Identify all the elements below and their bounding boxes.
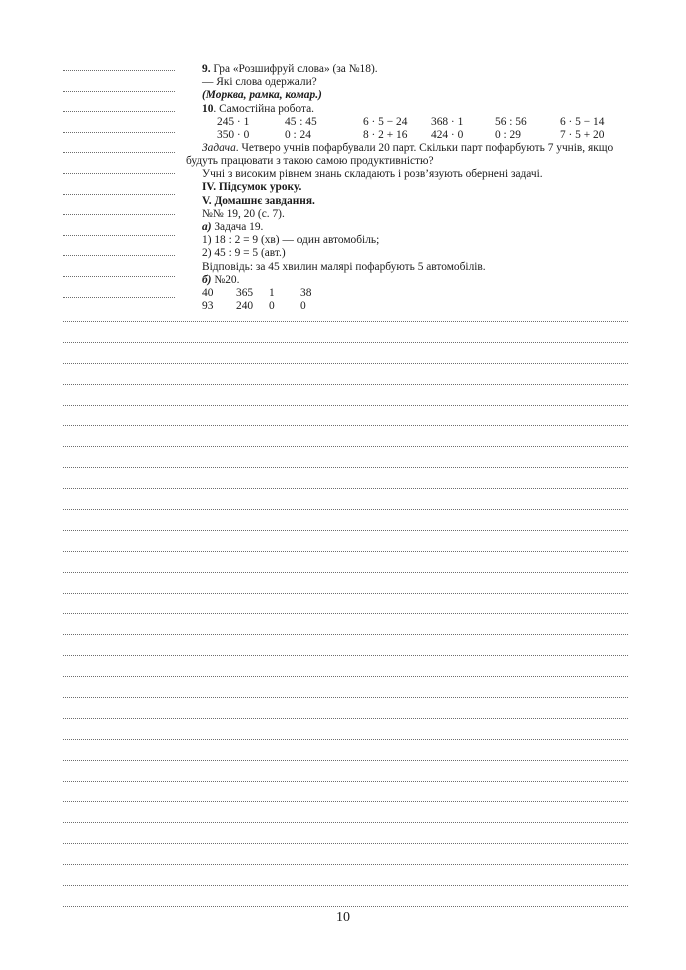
expression: 350 · 0 [217, 128, 250, 141]
expression: 8 · 2 + 16 [363, 128, 408, 141]
note-line [63, 718, 628, 719]
item-text: . Самостійна робота. [213, 102, 314, 115]
expression: 245 · 1 [217, 115, 250, 128]
margin-line [63, 194, 175, 195]
margin-line [63, 70, 175, 71]
item-number: 10 [202, 102, 214, 115]
item-10 [202, 103, 632, 116]
section-homework-heading: V. Домашнє завдання. [202, 194, 315, 207]
note-line [63, 781, 628, 782]
task-label: Задача [202, 141, 236, 154]
margin-line [63, 276, 175, 277]
item-9 [202, 63, 632, 76]
note-line [63, 634, 628, 635]
subitem-label: а) [202, 221, 212, 234]
note-line [63, 342, 628, 343]
expression: 0 : 24 [285, 128, 311, 141]
note-line [63, 384, 628, 385]
solution-answer: Відповідь: за 45 хвилин малярі пофарбують 5 автомобілів. [202, 260, 486, 273]
note-line [63, 572, 628, 573]
note-line [63, 676, 628, 677]
margin-line [63, 297, 175, 298]
margin-line [63, 214, 175, 215]
question-words: — Які слова одержали? [202, 76, 317, 89]
margin-line [63, 173, 175, 174]
note-line [63, 363, 628, 364]
margin-line [63, 111, 175, 112]
note-line [63, 551, 628, 552]
number-cell: 38 [300, 287, 312, 300]
expression: 7 · 5 + 20 [560, 128, 605, 141]
number-cell: 93 [202, 300, 214, 313]
section-summary-heading: IV. Підсумок уроку. [202, 181, 302, 194]
task-text: . Четверо учнів пофарбували 20 парт. Скільки парт пофарбують 7 учнів, якщо будуть працювати з такою самою продуктивністю? [186, 141, 614, 168]
margin-note-lines [63, 70, 175, 317]
note-line [63, 697, 628, 698]
note-line [63, 613, 628, 614]
expression: 368 · 1 [431, 115, 464, 128]
note-lines [63, 321, 628, 927]
item-number: 9. [202, 63, 211, 75]
number-cell: 0 [300, 300, 306, 313]
note-line [63, 488, 628, 489]
item-text: Гра «Розшифруй слова» (за №18). [210, 63, 378, 75]
subitem-text: №20. [211, 273, 240, 286]
expression: 6 · 5 − 14 [560, 115, 605, 128]
note-line [63, 739, 628, 740]
expression: 424 · 0 [431, 128, 464, 141]
subitem-label: б) [202, 273, 212, 286]
note-line [63, 864, 628, 865]
expression: 6 · 5 − 24 [363, 115, 408, 128]
homework-reference: №№ 19, 20 (с. 7). [202, 207, 285, 220]
homework-b [202, 274, 632, 287]
margin-line [63, 152, 175, 153]
lesson-content [186, 63, 632, 313]
margin-line [63, 255, 175, 256]
note-line [63, 593, 628, 594]
note-line [63, 760, 628, 761]
number-row [202, 300, 632, 313]
margin-line [63, 235, 175, 236]
note-line [63, 321, 628, 322]
note-line [63, 446, 628, 447]
note-line [63, 822, 628, 823]
note-line [63, 885, 628, 886]
note-line [63, 843, 628, 844]
expression: 56 : 56 [495, 115, 527, 128]
expression: 45 : 45 [285, 115, 317, 128]
homework-a [202, 221, 632, 234]
expression-row [202, 116, 632, 129]
note-line [63, 530, 628, 531]
number-cell: 0 [269, 300, 275, 313]
expression-row [202, 129, 632, 142]
page-number: 10 [336, 910, 350, 925]
note-line [63, 906, 628, 907]
answer-words: (Морква, рамка, комар.) [202, 89, 322, 102]
solution-step: 2) 45 : 9 = 5 (авт.) [202, 247, 286, 260]
number-cell: 240 [236, 300, 254, 313]
solution-step: 1) 18 : 2 = 9 (хв) — один автомобіль; [202, 234, 380, 247]
note-line [63, 801, 628, 802]
margin-line [63, 132, 175, 133]
number-cell: 40 [202, 287, 214, 300]
margin-line [63, 91, 175, 92]
note-line [63, 425, 628, 426]
note-line [63, 405, 628, 406]
number-row [202, 287, 632, 300]
subitem-text: Задача 19. [211, 221, 264, 234]
note-line [63, 655, 628, 656]
note-line [63, 467, 628, 468]
number-cell: 365 [236, 287, 254, 300]
strong-students-note: Учні з високим рівнем знань складають і розв’язують обернені задачі. [202, 168, 543, 181]
expression: 0 : 29 [495, 128, 521, 141]
note-line [63, 509, 628, 510]
task-paragraph [186, 142, 632, 168]
number-cell: 1 [269, 287, 275, 300]
